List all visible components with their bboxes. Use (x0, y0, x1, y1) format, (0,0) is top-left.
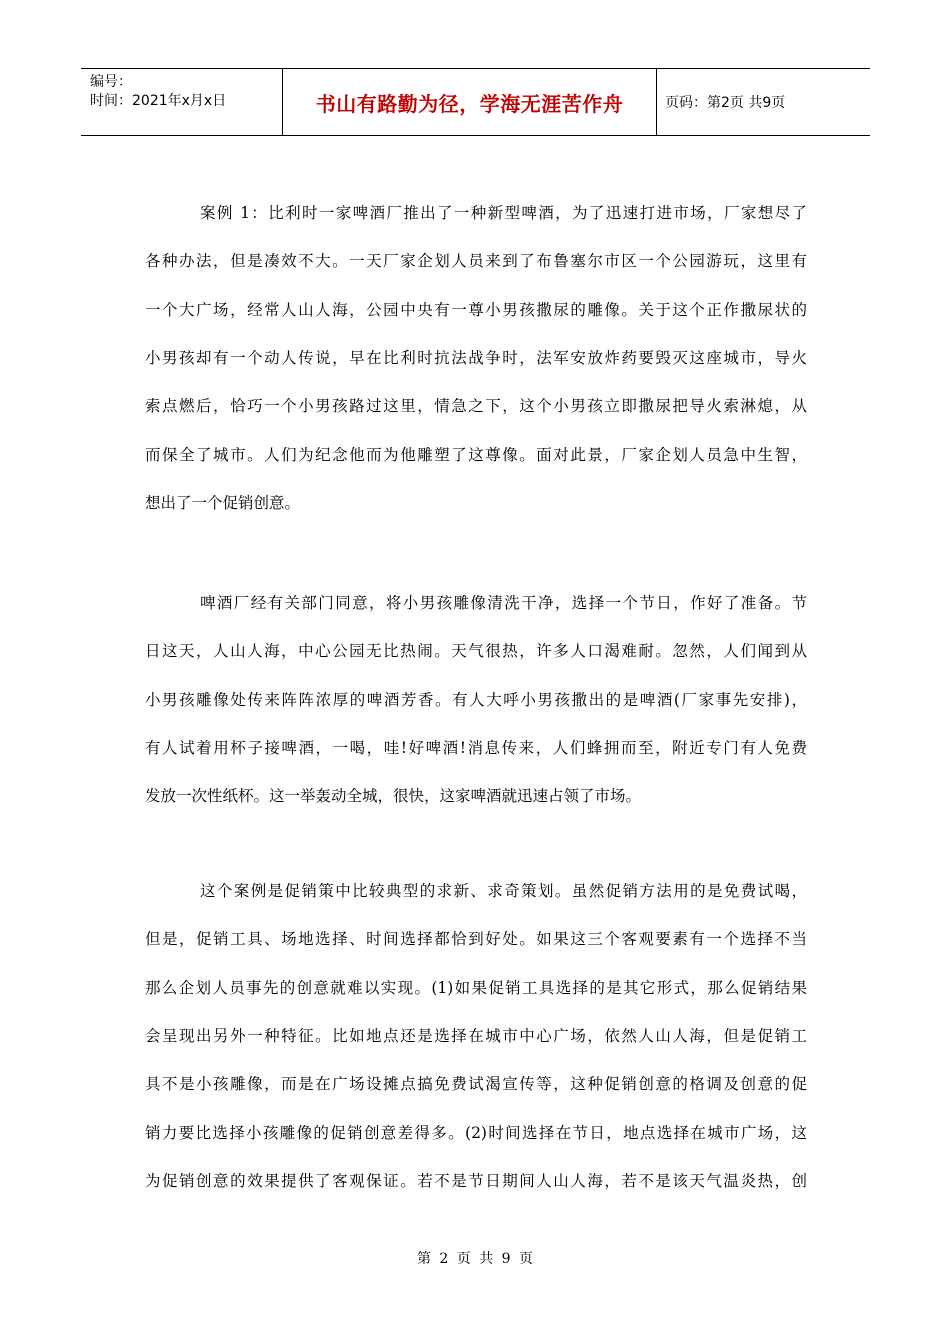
header-motto: 书山有路勤为径，学海无涯苦作舟 (282, 69, 657, 135)
paragraph-line: 销力要比选择小孩雕像的促销创意差得多。(2)时间选择在节日，地点选择在城市广场，这 (145, 1123, 807, 1142)
header-meta (81, 69, 282, 135)
page-footer: 第 2 页 共 9 页 (416, 1251, 534, 1267)
header-page-label: 页码：第2页 共9页 (665, 95, 786, 111)
paragraph-line: 小男孩却有一个动人传说，早在比利时抗法战争时，法军安放炸药要毁灭这座城市，导火 (145, 348, 807, 367)
paragraph-line: 那么企划人员事先的创意就难以实现。(1)如果促销工具选择的是其它形式，那么促销结果 (145, 978, 807, 997)
time-label: 时间：2021年x月x日 (90, 93, 227, 109)
paragraph-line: 一个大广场，经常人山人海，公园中央有一尊小男孩撒尿的雕像。关于这个正作撒尿状的 (145, 300, 807, 319)
number-label: 编号： (90, 74, 132, 90)
paragraph-line: 而保全了城市。人们为纪念他而为他雕塑了这尊像。面对此景，厂家企划人员急中生智， (145, 445, 807, 464)
paragraph-line: 日这天，人山人海，中心公园无比热闹。天气很热，许多人口渴难耐。忽然，人们闻到从 (145, 642, 807, 661)
paragraph-line: 啤酒厂经有关部门同意，将小男孩雕像清洗干净，选择一个节日，作好了准备。节 (200, 594, 807, 612)
paragraph-line: 这个案例是促销策中比较典型的求新、求奇策划。虽然促销方法用的是免费试喝， (200, 882, 807, 900)
paragraph-line: 小男孩雕像处传来阵阵浓厚的啤酒芳香。有人大呼小男孩撒出的是啤酒(厂家事先安排)， (145, 690, 807, 709)
paragraph-line: 有人试着用杯子接啤酒，一喝，哇!好啤酒!消息传来，人们蜂拥而至，附近专门有人免费 (145, 738, 807, 757)
paragraph-line: 各种办法，但是凑效不大。一天厂家企划人员来到了布鲁塞尔市区一个公园游玩，这里有 (145, 252, 807, 271)
paragraph-line: 会呈现出另外一种特征。比如地点还是选择在城市中心广场，依然人山人海，但是促销工 (145, 1026, 807, 1045)
paragraph-line: 索点燃后，恰巧一个小男孩路过这里，情急之下，这个小男孩立即撒尿把导火索淋熄，从 (145, 397, 807, 416)
paragraph-line: 但是，促销工具、场地选择、时间选择都恰到好处。如果这三个客观要素有一个选择不当 (145, 930, 807, 949)
document-header (81, 68, 870, 136)
paragraph-line: 发放一次性纸杯。这一举轰动全城，很快，这家啤酒就迅速占领了市场。 (145, 787, 642, 806)
paragraph-line: 案例 1：比利时一家啤酒厂推出了一种新型啤酒，为了迅速打进市场，厂家想尽了 (200, 204, 807, 222)
paragraph-line: 具不是小孩雕像，而是在广场设摊点搞免费试渴宣传等，这种促销创意的格调及创意的促 (145, 1075, 807, 1094)
paragraph-line: 为促销创意的效果提供了客观保证。若不是节日期间人山人海，若不是该天气温炎热，创 (145, 1171, 807, 1190)
paragraph-line: 想出了一个促销创意。 (145, 493, 301, 512)
